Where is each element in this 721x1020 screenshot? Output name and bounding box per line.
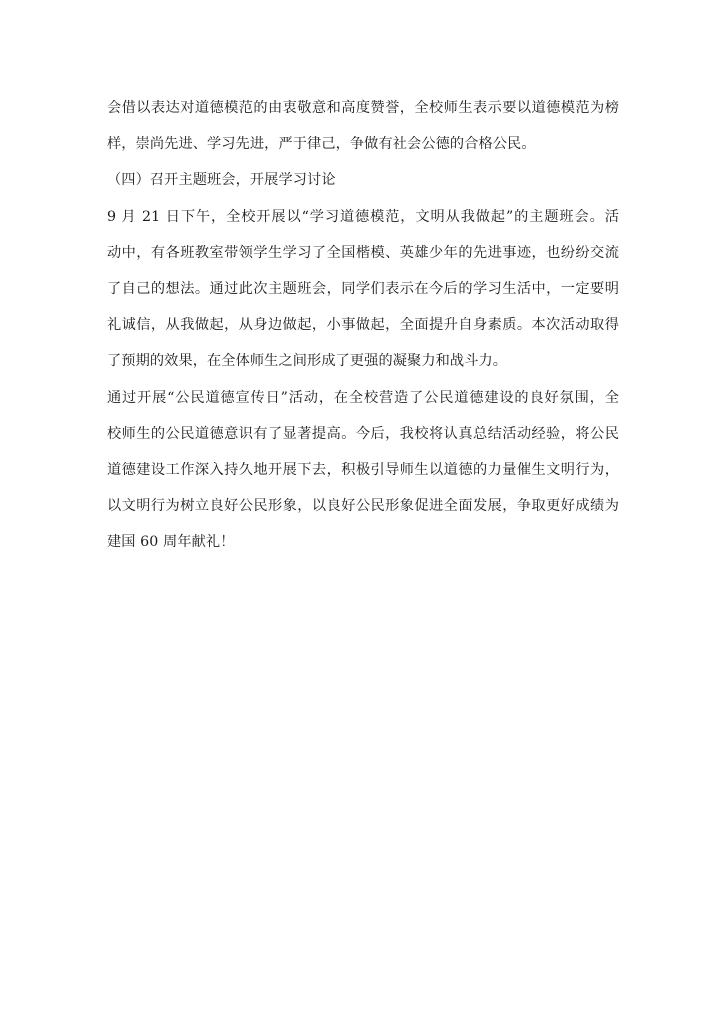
text-line: 建国 60 周年献礼！ [107,534,235,551]
text-line: 了自己的想法。通过此次主题班会，同学们表示在今后的学习生活中，一定要明 [107,280,619,297]
text-line: 以文明行为树立良好公民形象，以良好公民形象促进全面发展，争取更好成绩为 [107,498,619,515]
document-body [107,90,619,560]
text-line: 通过开展“公民道德宣传日”活动，在全校营造了公民道德建设的良好氛围，全 [107,389,619,406]
text-line: 样，崇尚先进、学习先进，严于律己，争做有社会公德的合格公民。 [107,136,536,153]
text-line: 会借以表达对道德模范的由衷敬意和高度赞誉，全校师生表示要以道德模范为榜 [107,100,619,116]
text-line: 道德建设工作深入持久地开展下去，积极引导师生以道德的力量催生文明行为， [107,461,619,478]
text-line: 9 月 21 日下午，全校开展以“学习道德模范，文明从我做起”的主题班会。活 [107,208,619,225]
section-heading: （四）召开主题班会，开展学习讨论 [107,172,336,189]
text-line: 了预期的效果，在全体师生之间形成了更强的凝聚力和战斗力。 [107,353,508,370]
text-line: 动中，有各班教室带领学生学习了全国楷模、英雄少年的先进事迹，也纷纷交流 [107,244,619,261]
text-line: 校师生的公民道德意识有了显著提高。今后，我校将认真总结活动经验，将公民 [107,425,619,442]
text-line: 礼诚信，从我做起，从身边做起，小事做起，全面提升自身素质。本次活动取得 [107,317,619,334]
